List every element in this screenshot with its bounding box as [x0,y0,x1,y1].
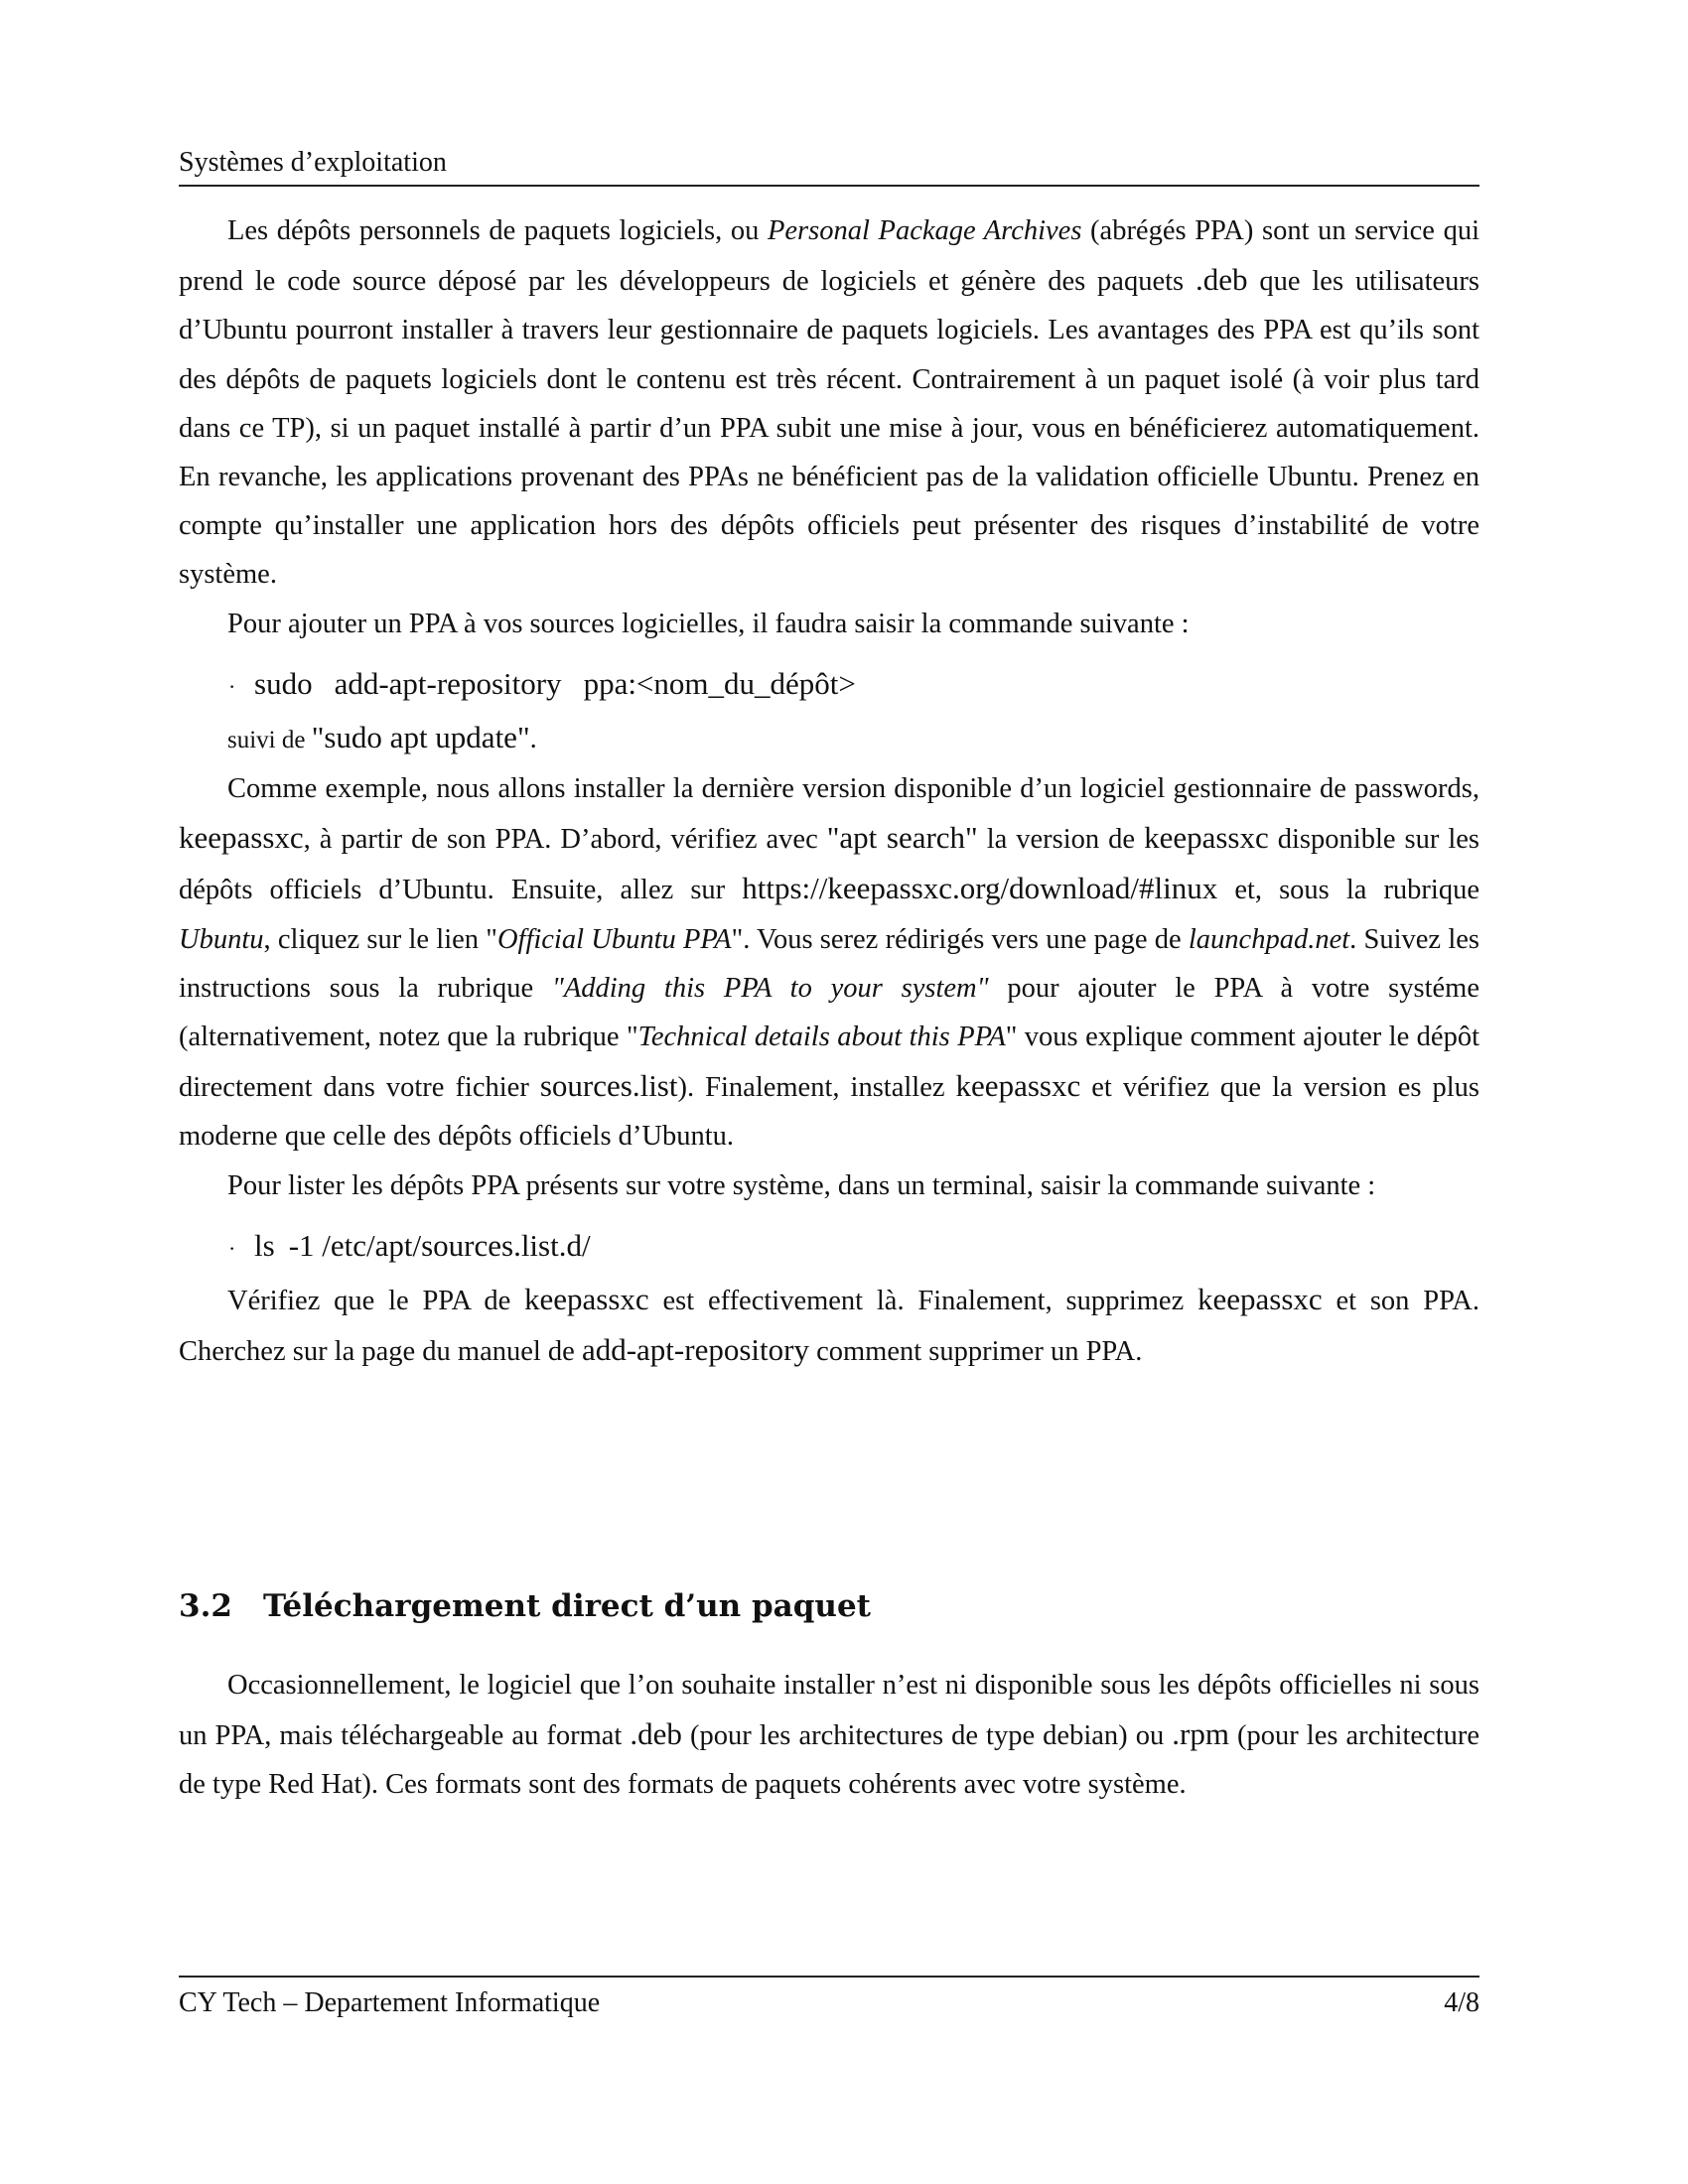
section-heading [179,1588,871,1624]
paragraph-keepassxc-example: Comme exemple, nous allons installer la dernière version disponible d’un logiciel gestionnaire de passwords, keepassxc, à partir de son PPA. D’abord, vérifiez avec "apt search" la version de keepassxc disponible sur les dépôts officiels d’Ubuntu. Ensuite, allez sur https://keepassxc.org/download/#linux et, sous la rubrique Ubuntu, cliquez sur le lien "Official Ubuntu PPA". Vous serez rédirigés vers une page de launchpad.net. Suivez les instructions sous la rubrique "Adding this PPA to your system" pour ajouter le PPA à votre systéme (alternativement, notez que la rubrique "Technical details about this PPA" vous explique comment ajouter le dépôt directement dans votre fichier sources.list). Finalement, installez keepassxc et vérifiez que la version es plus moderne que celle des dépôts officiels d’Ubuntu. [179,772,1479,1153]
inline-code: .rpm [1172,1716,1229,1752]
keepassxc-download-link[interactable]: https://keepassxc.org/download/#linux [742,871,1218,906]
inline-code: add-apt-repository [581,1331,809,1367]
inline-code: keepassxc [524,1281,649,1316]
paragraph-remove-ppa: Vérifiez que le PPA de keepassxc est effectivement là. Finalement, supprimez keepassxc et son PPA. Cherchez sur la page du manuel de add-apt-repository comment supprimer un PPA. [179,1281,1480,1367]
inline-code: keepassxc [179,820,304,856]
paragraph-add-ppa: Pour ajouter un PPA à vos sources logicielles, il faudra saisir la commande suivante : [227,608,1190,639]
command-ls-sources: · ls -1 /etc/apt/sources.list.d/ [228,1220,1479,1275]
emphasis: Personal Package Archives [768,215,1082,246]
inline-code: .deb [630,1716,682,1752]
paragraph-ppa-intro: Les dépôts personnels de paquets logiciels, ou Personal Package Archives (abrégés PPA) sont un service qui prend le code source déposé par les développeurs de logiciels et génère des paquets .deb que les utilisateurs d’Ubuntu pourront installer à travers leur gestionnaire de paquets logiciels. Les avantages des PPA est qu’ils sont des dépôts de paquets logiciels dont le contenu est très récent. Contrairement à un paquet isolé (à voir plus tard dans ce TP), si un paquet installé à partir d’un PPA subit une mise à jour, vous en bénéficierez automatiquement. En revanche, les applications provenant des PPAs ne bénéficient pas de la validation officielle Ubuntu. Prenez en compte qu’installer une application hors des dépôts officiels peut présenter des risques d’instabilité de votre système. [179,215,1479,591]
inline-code: keepassxc [955,1068,1081,1104]
bullet-icon: · [228,673,236,699]
section-ppa-body [179,206,1479,1376]
page-number: 4/8 [1444,1987,1479,2018]
header-rule [179,185,1479,187]
footer-institution: CY Tech – Departement Informatique [179,1987,601,2018]
section-title: Téléchargement direct d’un paquet [263,1588,871,1624]
section-number: 3.2 [179,1588,232,1624]
inline-code: .deb [1195,262,1248,298]
running-header: Systèmes d’exploitation [179,147,447,178]
bullet-icon: · [228,1235,236,1261]
inline-code: keepassxc [1197,1281,1323,1316]
footer-rule [179,1976,1479,1978]
paragraph-list-ppa: Pour lister les dépôts PPA présents sur votre système, dans un terminal, saisir la commande suivante : [227,1169,1376,1201]
paragraph-direct-download: Occasionnellement, le logiciel que l’on souhaite installer n’est ni disponible sous les dépôts officielles ni sous un PPA, mais téléchargeable au format .deb (pour les architectures de type debian) ou .rpm (pour les architecture de type Red Hat). Ces formats sont des formats de paquets cohérents avec votre système. [179,1670,1480,1801]
section-direct-download-body [179,1661,1479,1810]
inline-code: "apt search" [826,820,978,856]
inline-code: "sudo apt update" [311,719,530,754]
paragraph-apt-update: suivi de "sudo apt update". [227,719,537,754]
command-add-apt-repository: · sudo add-apt-repository ppa:<nom_du_dépôt> [228,658,1479,713]
inline-code: keepassxc [1144,820,1269,856]
inline-code: sources.list [539,1068,678,1104]
